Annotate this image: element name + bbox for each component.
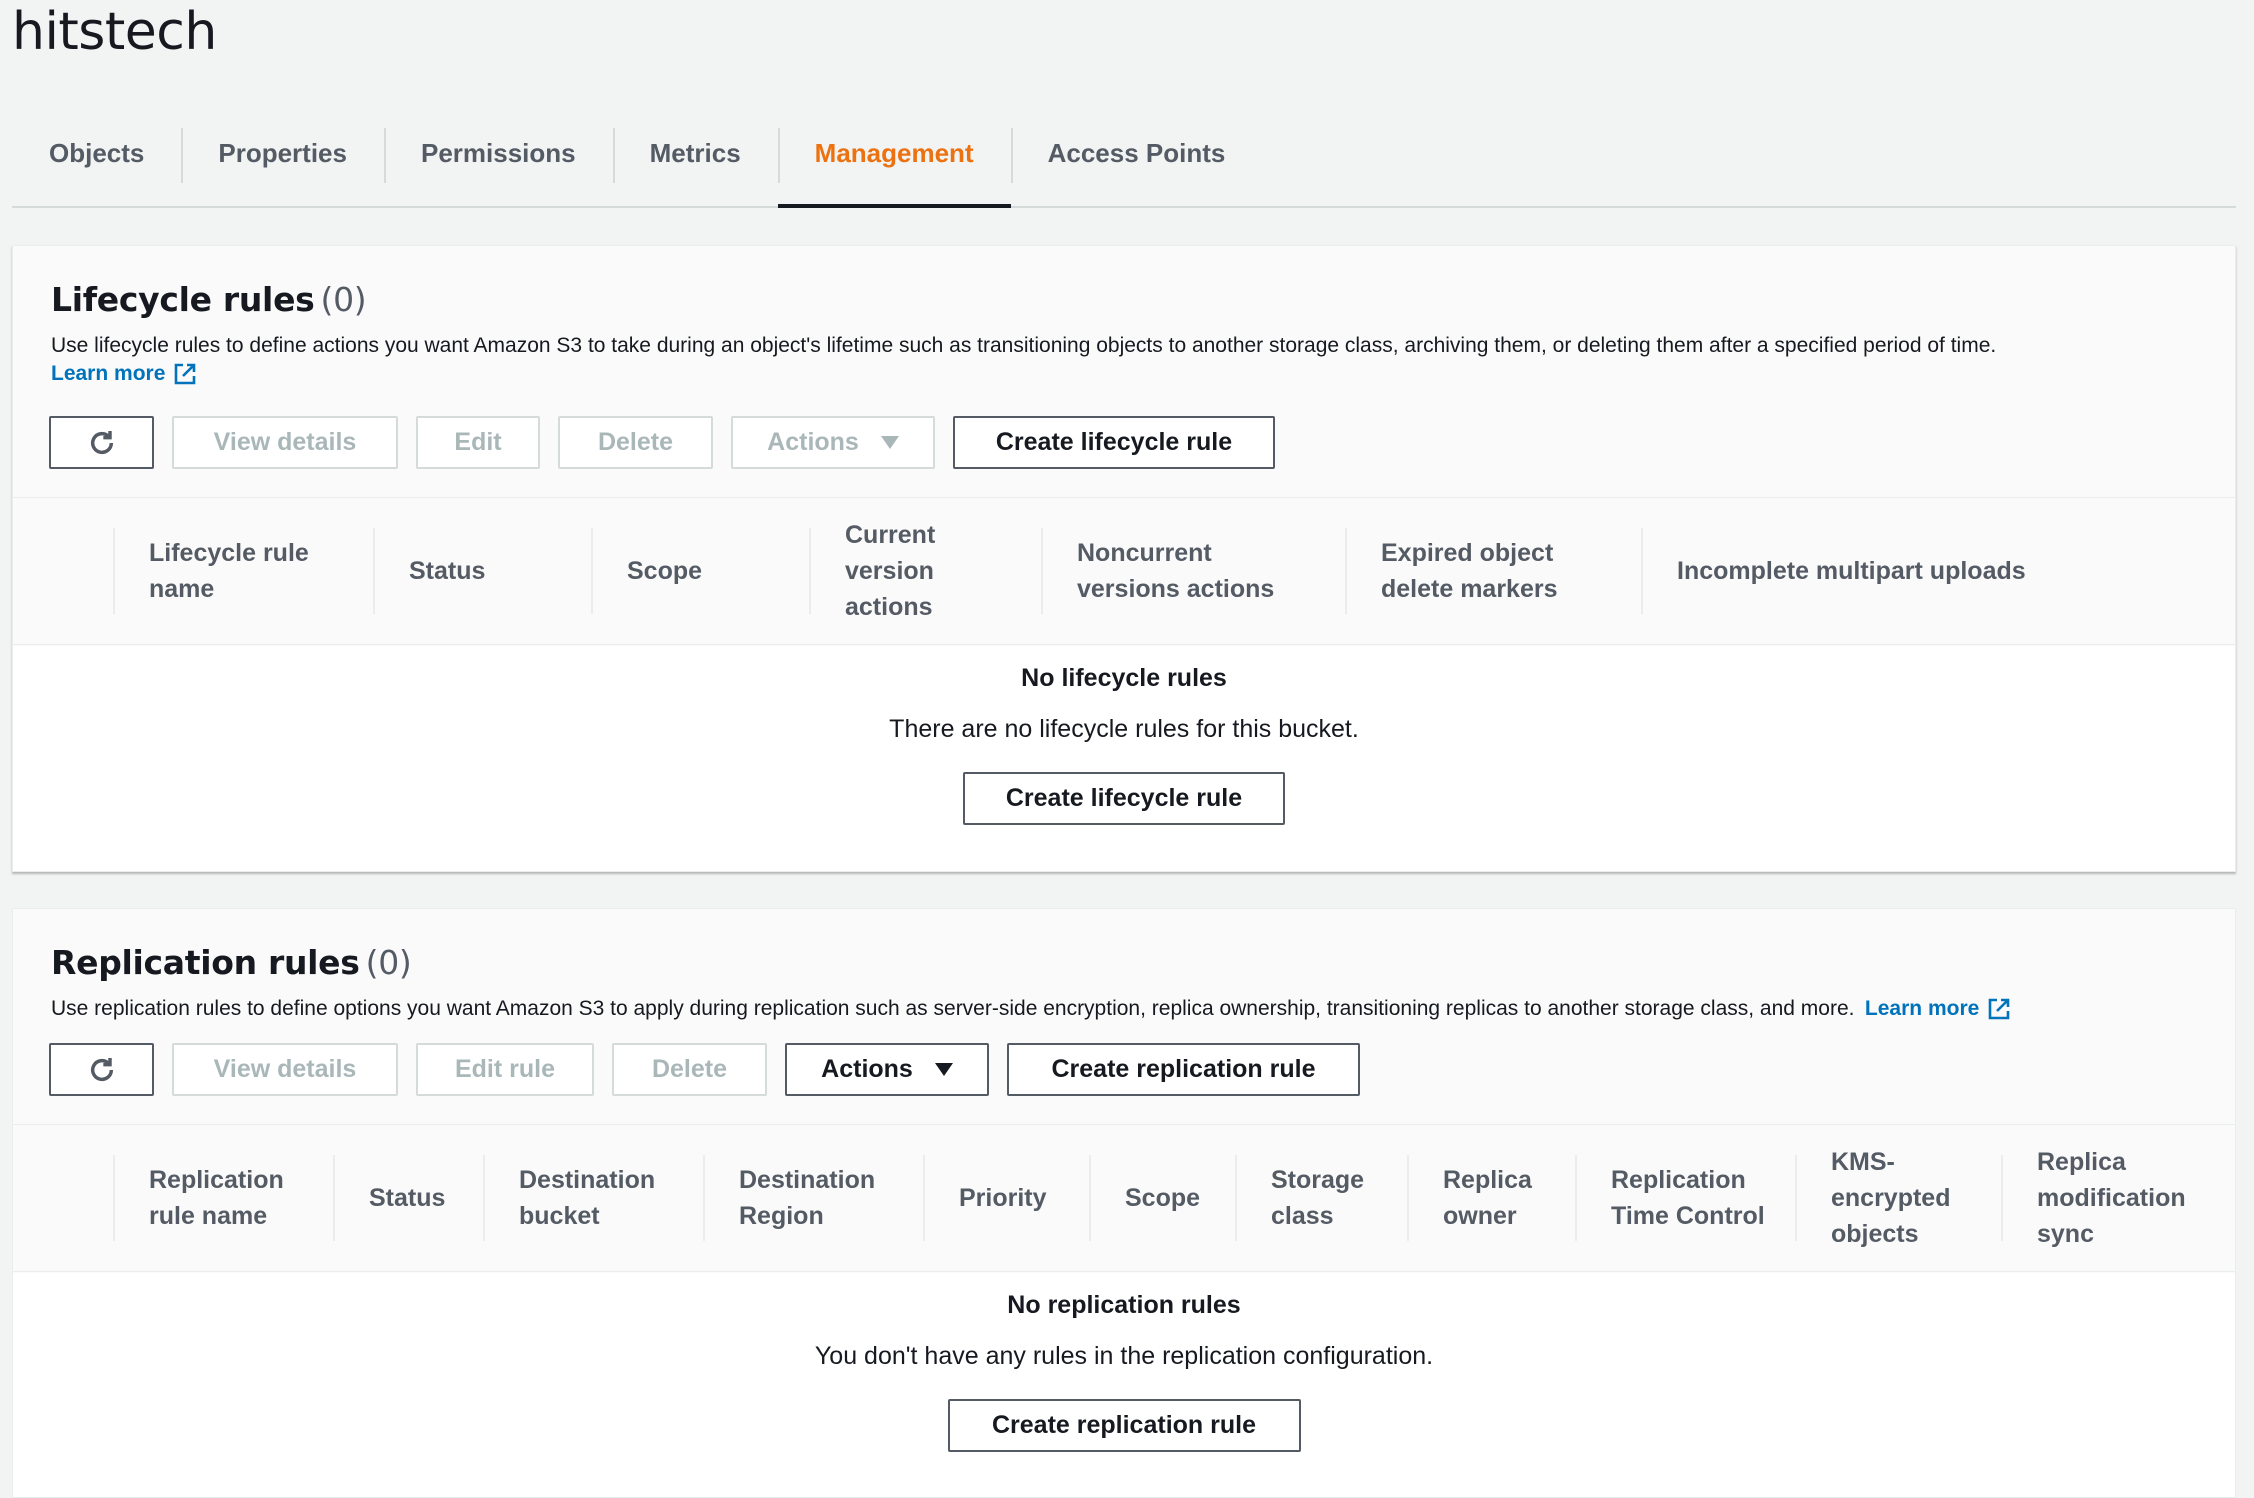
tab-management[interactable]: [778, 128, 1011, 206]
tab-access-points[interactable]: [1011, 128, 1263, 206]
empty-state-title: No lifecycle rules: [1021, 664, 1227, 692]
external-link-icon: [1987, 997, 2011, 1021]
tab-label: Management: [814, 137, 974, 168]
lifecycle-table-header: [13, 497, 2235, 645]
create-lifecycle-rule-empty-button[interactable]: Create lifecycle rule: [963, 772, 1285, 825]
refresh-button[interactable]: [49, 1043, 154, 1096]
refresh-icon: [86, 427, 118, 459]
lifecycle-rules-title: Lifecycle rules: [51, 280, 315, 319]
column-header[interactable]: Scope: [591, 498, 809, 644]
view-details-button[interactable]: View details: [172, 416, 398, 469]
empty-state-message: There are no lifecycle rules for this bucket.: [889, 715, 1359, 743]
tab-label: Access Points: [1047, 137, 1226, 168]
replication-rules-count: (0): [365, 943, 412, 982]
tab-label: Permissions: [420, 137, 576, 168]
tab-bar: [12, 128, 2236, 208]
link-label: Learn more: [51, 362, 166, 385]
actions-label: Actions: [767, 428, 859, 456]
view-details-button[interactable]: View details: [172, 1043, 398, 1096]
tab-metrics[interactable]: [613, 128, 778, 206]
delete-button[interactable]: Delete: [612, 1043, 767, 1096]
actions-dropdown[interactable]: [731, 416, 935, 469]
tab-objects[interactable]: [12, 128, 181, 206]
empty-state-title: No replication rules: [1007, 1291, 1241, 1319]
refresh-icon: [86, 1054, 118, 1086]
replication-learn-more-link[interactable]: [1865, 997, 2011, 1021]
column-header[interactable]: Scope: [1089, 1125, 1235, 1271]
column-header[interactable]: Storage class: [1235, 1125, 1407, 1271]
column-header[interactable]: Destination Region: [703, 1125, 923, 1271]
replication-empty-state: [13, 1291, 2235, 1452]
column-header[interactable]: Replica owner: [1407, 1125, 1575, 1271]
create-lifecycle-rule-button[interactable]: Create lifecycle rule: [953, 416, 1275, 469]
edit-rule-button[interactable]: Edit rule: [416, 1043, 594, 1096]
tab-permissions[interactable]: [384, 128, 613, 206]
empty-state-message: You don't have any rules in the replication configuration.: [814, 1342, 1434, 1370]
edit-button[interactable]: Edit: [416, 416, 540, 469]
create-replication-rule-empty-button[interactable]: Create replication rule: [948, 1399, 1301, 1452]
lifecycle-empty-state: [13, 664, 2235, 825]
column-header[interactable]: KMS-encrypted objects: [1795, 1125, 2001, 1271]
column-header[interactable]: Destination bucket: [483, 1125, 703, 1271]
column-header[interactable]: Status: [373, 498, 591, 644]
external-link-icon: [173, 362, 197, 386]
lifecycle-rules-count: (0): [320, 280, 367, 319]
caret-down-icon: [881, 436, 899, 449]
column-header[interactable]: Lifecycle rule name: [113, 498, 373, 644]
replication-rules-panel: [12, 908, 2236, 1498]
lifecycle-description: Use lifecycle rules to define actions you want Amazon S3 to take during an object's lifetime such as transitioning objects to another storage class, archiving them, or deleting them after a specified period of time.: [51, 334, 1997, 357]
replication-description: Use replication rules to define options you want Amazon S3 to apply during replication such as server-side encryption, replica ownership, transitioning replicas to another storage class, and more.: [51, 997, 1855, 1020]
column-header[interactable]: Noncurrent versions actions: [1041, 498, 1345, 644]
actions-dropdown[interactable]: [785, 1043, 989, 1096]
refresh-button[interactable]: [49, 416, 154, 469]
column-header[interactable]: Current version actions: [809, 498, 1041, 644]
replication-table-header: [13, 1124, 2235, 1272]
column-header[interactable]: Expired object delete markers: [1345, 498, 1641, 644]
tab-label: Objects: [49, 137, 145, 168]
column-header[interactable]: Incomplete multipart uploads: [1641, 498, 2201, 644]
caret-down-icon: [935, 1063, 953, 1076]
delete-button[interactable]: Delete: [558, 416, 713, 469]
tab-label: Metrics: [649, 137, 741, 168]
actions-label: Actions: [821, 1055, 913, 1083]
column-header[interactable]: Status: [333, 1125, 483, 1271]
lifecycle-learn-more-link[interactable]: [51, 362, 197, 386]
replication-rules-title: Replication rules: [51, 943, 360, 982]
column-header[interactable]: Priority: [923, 1125, 1089, 1271]
column-header[interactable]: Replica modification sync: [2001, 1125, 2237, 1271]
tab-label: Properties: [218, 137, 347, 168]
lifecycle-rules-panel: [12, 245, 2236, 872]
column-header[interactable]: Replication Time Control: [1575, 1125, 1795, 1271]
bucket-title: hitstech: [12, 2, 217, 62]
tab-properties[interactable]: [181, 128, 384, 206]
link-label: Learn more: [1864, 997, 1980, 1020]
create-replication-rule-button[interactable]: Create replication rule: [1007, 1043, 1360, 1096]
column-header[interactable]: Replication rule name: [113, 1125, 333, 1271]
